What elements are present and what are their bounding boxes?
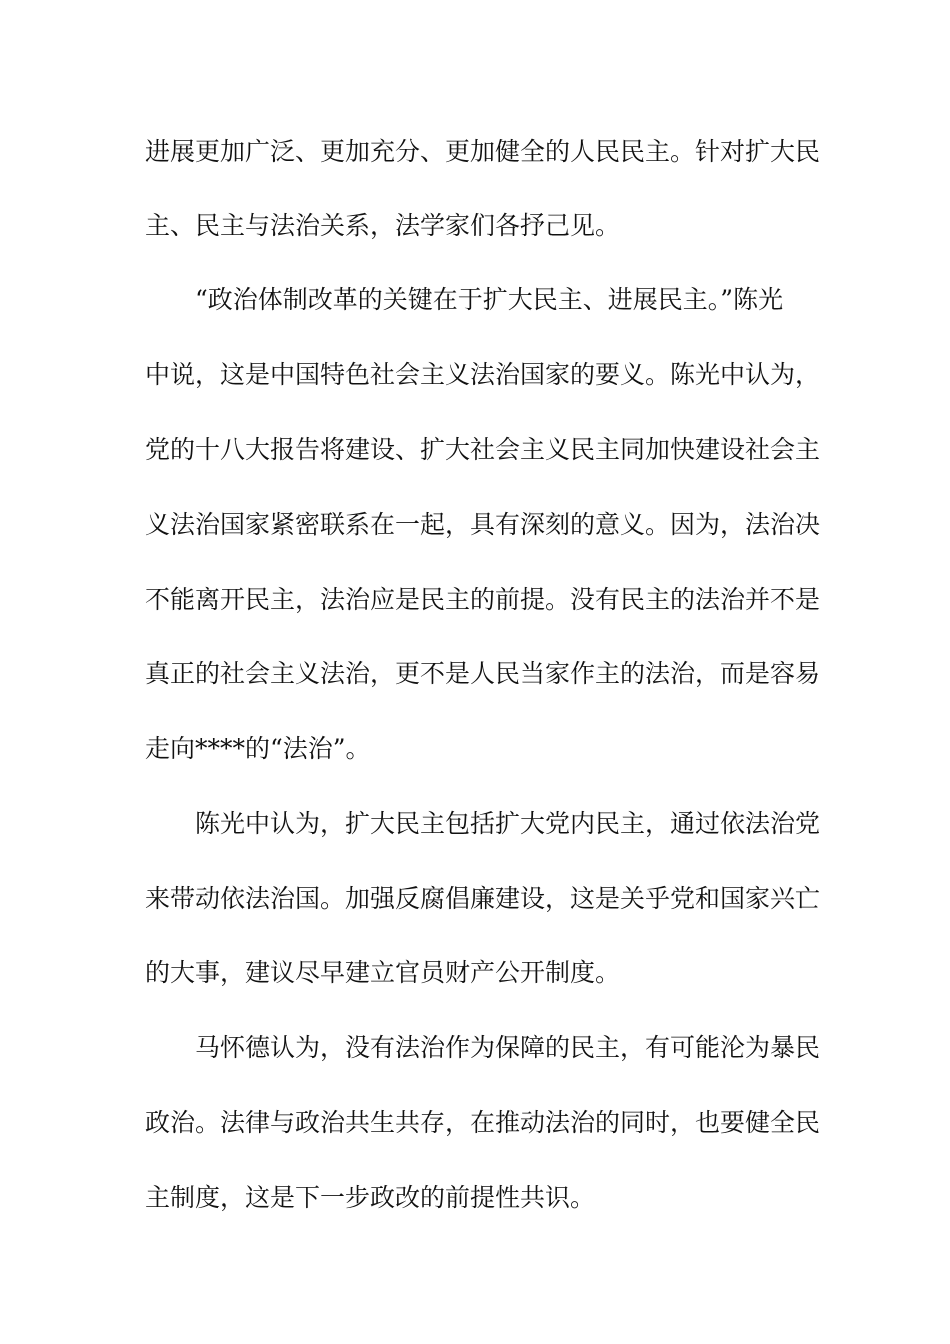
text-line: 进展更加广泛、更加充分、更加健全的人民民主。针对扩大民 bbox=[145, 137, 821, 166]
text-line: 马怀德认为，没有法治作为保障的民主，有可能沦为暴民 bbox=[195, 1033, 821, 1062]
text-line: 来带动依法治国。加强反腐倡廉建设，这是关乎党和国家兴亡 bbox=[145, 884, 821, 913]
text-line: 主、民主与法治关系，法学家们各抒己见。 bbox=[145, 211, 621, 240]
text-line: 不能离开民主，法治应是民主的前提。没有民主的法治并不是 bbox=[145, 585, 821, 614]
text-line: 政治。法律与政治共生共存，在推动法治的同时，也要健全民 bbox=[145, 1108, 821, 1137]
text-line: 陈光中认为，扩大民主包括扩大党内民主，通过依法治党 bbox=[195, 809, 821, 838]
text-line: 的大事，建议尽早建立官员财产公开制度。 bbox=[145, 958, 621, 987]
text-line: 中说，这是中国特色社会主义法治国家的要义。陈光中认为， bbox=[145, 360, 821, 389]
text-line: 主制度，这是下一步政改的前提性共识。 bbox=[145, 1183, 596, 1212]
text-line: 真正的社会主义法治，更不是人民当家作主的法治，而是容易 bbox=[145, 659, 821, 688]
text-line: 义法治国家紧密联系在一起，具有深刻的意义。因为，法治决 bbox=[145, 510, 821, 539]
text-line: 党的十八大报告将建设、扩大社会主义民主同加快建设社会主 bbox=[145, 435, 821, 464]
text-line: “政治体制改革的关键在于扩大民主、进展民主。”陈光 bbox=[195, 285, 784, 314]
text-line: 走向****的“法治”。 bbox=[145, 734, 371, 763]
